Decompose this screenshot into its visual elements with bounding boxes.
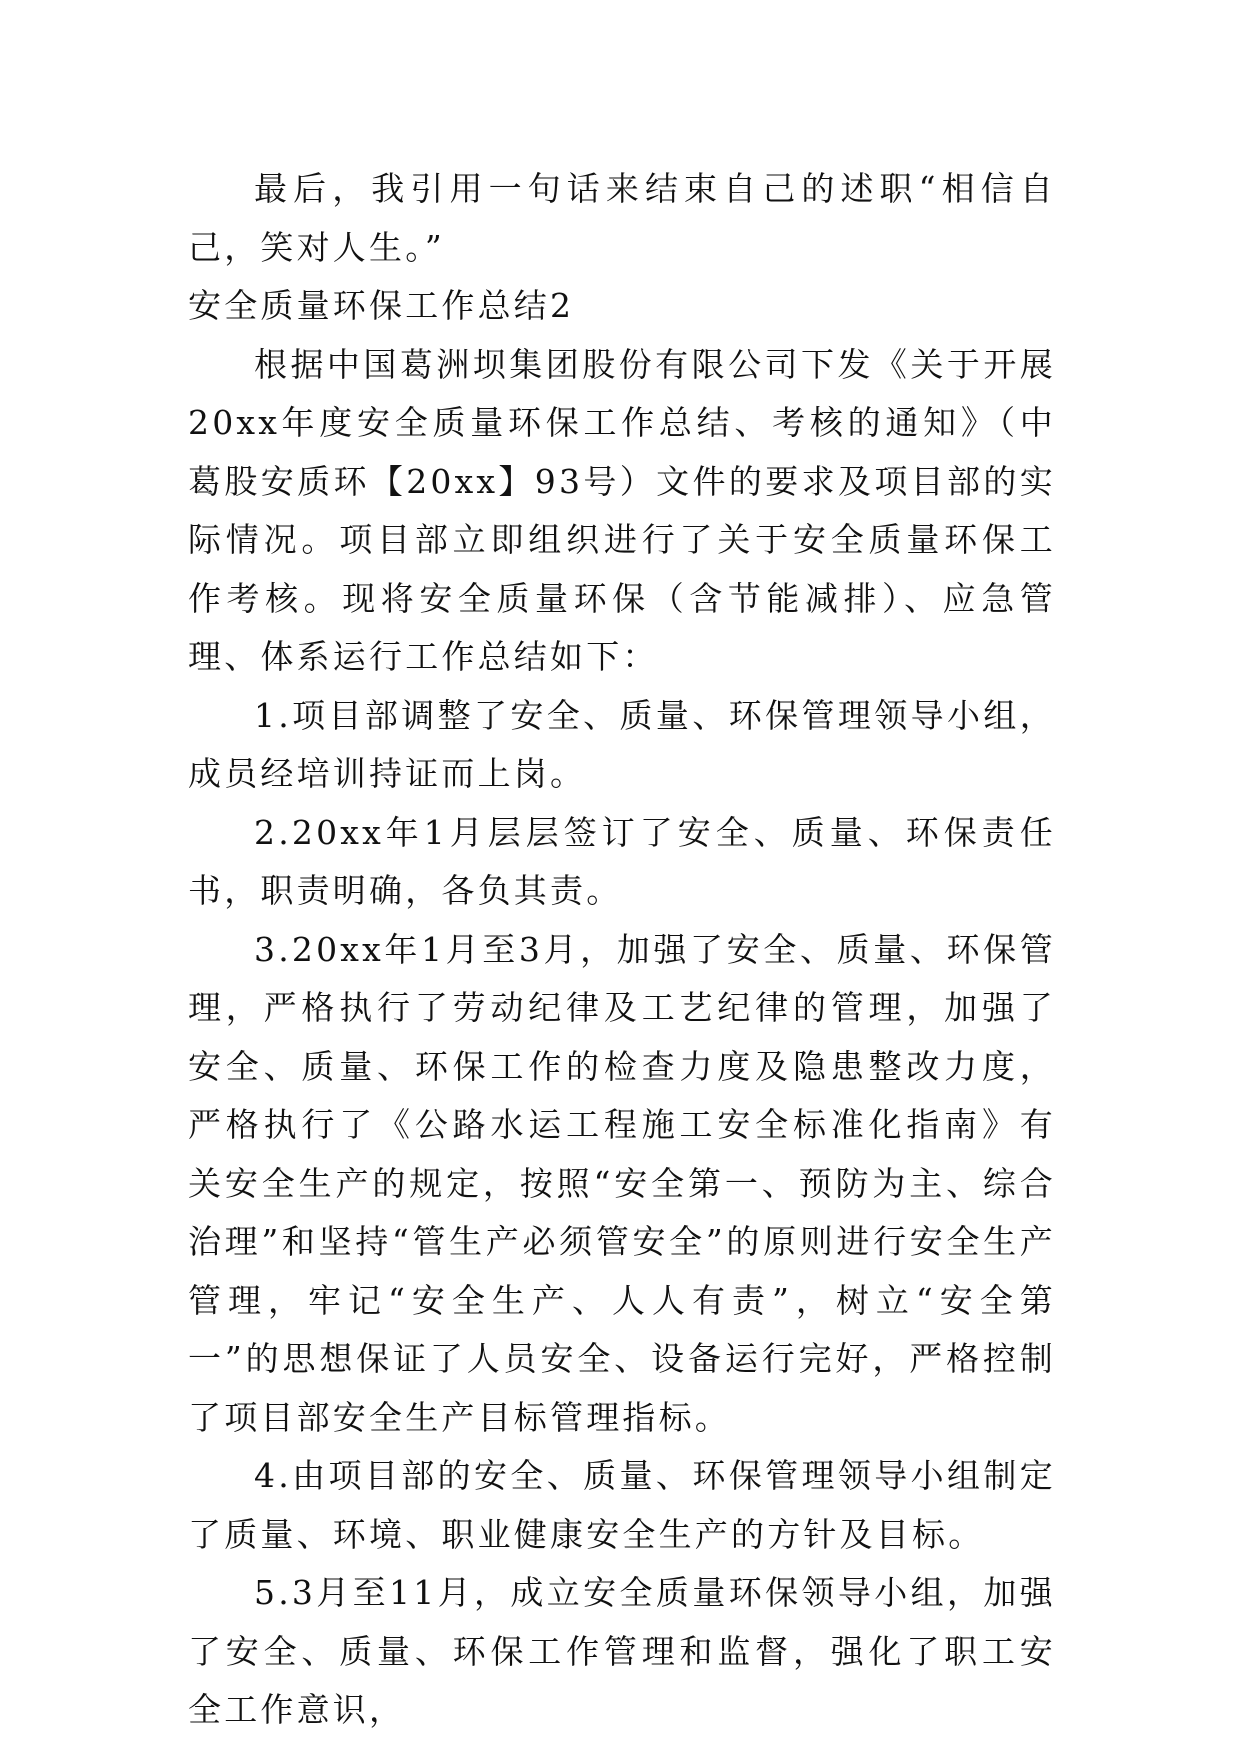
- document-body: [188, 160, 1056, 1740]
- list-item-2: 2.20xx年1月层层签订了安全、质量、环保责任书，职责明确，各负其责。: [188, 812, 1056, 910]
- list-item-5: 5.3月至11月，成立安全质量环保领导小组，加强了安全、质量、环保工作管理和监督，强化了职工安全工作意识，: [188, 1573, 1056, 1729]
- section-title: 安全质量环保工作总结2: [188, 286, 575, 325]
- list-item-1: 1.项目部调整了安全、质量、环保管理领导小组，成员经培训持证而上岗。: [188, 695, 1056, 793]
- intro-paragraph: 根据中国葛洲坝集团股份有限公司下发《关于开展20xx年度安全质量环保工作总结、考核的通知》（中葛股安质环【20xx】93号）文件的要求及项目部的实际情况。项目部立即组织进行了关于安全质量环保工作考核。现将安全质量环保（含节能减排）、应急管理、体系运行工作总结如下：: [188, 344, 1056, 676]
- closing-paragraph: 最后，我引用一句话来结束自己的述职“相信自己，笑对人生。”: [188, 169, 1056, 267]
- list-item-4: 4.由项目部的安全、质量、环保管理领导小组制定了质量、环境、职业健康安全生产的方针及目标。: [188, 1456, 1056, 1554]
- list-item-3: 3.20xx年1月至3月，加强了安全、质量、环保管理，严格执行了劳动纪律及工艺纪律的管理，加强了安全、质量、环保工作的检查力度及隐患整改力度，严格执行了《公路水运工程施工安全标准化指南》有关安全生产的规定，按照“安全第一、预防为主、综合治理”和坚持“管生产必须管安全”的原则进行安全生产管理，牢记“安全生产、人人有责”，树立“安全第一”的思想保证了人员安全、设备运行完好，严格控制了项目部安全生产目标管理指标。: [188, 929, 1056, 1437]
